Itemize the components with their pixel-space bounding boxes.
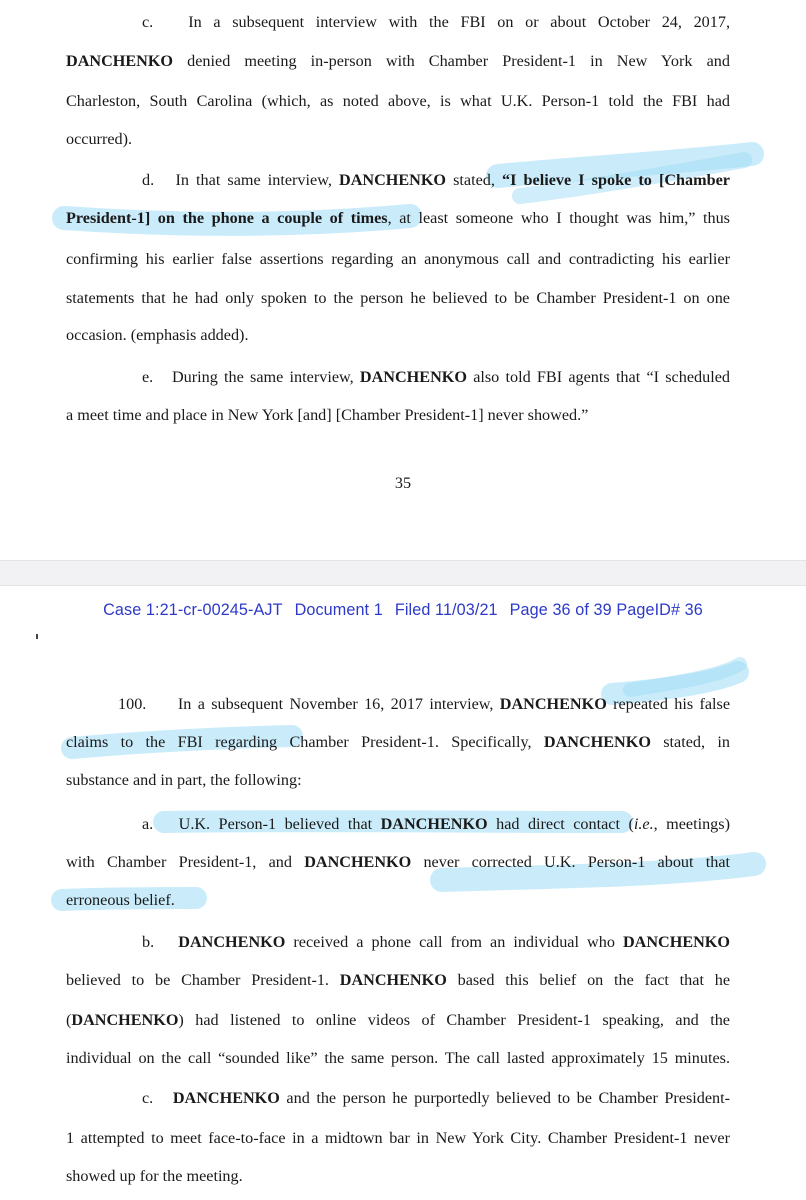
para-d-line-4: statements that he had only spoken to the person he believed to be Chamber President-1 on one: [66, 289, 730, 307]
filed-date: Filed 11/03/21: [394, 601, 498, 619]
page-separator: [0, 560, 806, 586]
para-c2-line-3: showed up for the meeting.: [66, 1167, 243, 1185]
para-c-line-1: c. In a subsequent interview with the FBI on or about October 24, 2017,: [142, 13, 731, 31]
para-c2-line-1: c. DANCHENKO and the person he purportedly believed to be Chamber President-: [142, 1089, 731, 1107]
para-a-line-2: with Chamber President-1, and DANCHENKO never corrected U.K. Person-1 about that: [66, 853, 731, 871]
highlight-stroke: [630, 664, 740, 690]
document-number: Document 1: [294, 601, 383, 619]
list-marker: c.: [142, 13, 154, 31]
para-d-line-1: d. In that same interview, DANCHENKO stated, “I believe I spoke to [Chamber: [142, 171, 730, 189]
para-a-line-3: erroneous belief.: [66, 891, 175, 909]
case-number: Case 1:21-cr-00245-AJT: [103, 601, 283, 619]
para-b-line-2: believed to be Chamber President-1. DANCHENKO based this belief on the fact that he: [66, 971, 731, 989]
para-100-line-2: claims to the FBI regarding Chamber President-1. Specifically, DANCHENKO stated, in: [66, 733, 730, 751]
para-b-line-3: (DANCHENKO) had listened to online videos of Chamber President-1 speaking, and the: [66, 1011, 730, 1029]
para-c2-line-2: 1 attempted to meet face-to-face in a midtown bar in New York City. Chamber President-1 never: [66, 1129, 730, 1147]
highlight-stroke: [612, 672, 738, 694]
para-c-line-2: DANCHENKO denied meeting in-person with Chamber President-1 in New York and: [66, 52, 730, 70]
para-100-line-1: 100. In a subsequent November 16, 2017 interview, DANCHENKO repeated his false: [118, 695, 730, 713]
para-d-line-5: occasion. (emphasis added).: [66, 326, 249, 344]
page-number: 35: [394, 474, 412, 492]
para-d-line-3: confirming his earlier false assertions regarding an anonymous call and contradicting his earlier: [66, 250, 730, 268]
para-a-line-1: a. U.K. Person-1 believed that DANCHENKO had direct contact (i.e., meetings): [142, 815, 730, 833]
scan-mark: [36, 634, 38, 639]
document-page-35: [0, 0, 806, 560]
para-d-line-2: President-1] on the phone a couple of times, at least someone who I thought was him,” thus: [66, 209, 730, 227]
list-marker: a.: [142, 815, 154, 833]
list-marker: e.: [142, 368, 154, 386]
list-marker: c.: [142, 1089, 154, 1107]
para-b-line-1: b. DANCHENKO received a phone call from an individual who DANCHENKO: [142, 933, 730, 951]
para-c-line-3: Charleston, South Carolina (which, as noted above, is what U.K. Person-1 told the FBI had: [66, 92, 730, 110]
para-100-line-3: substance and in part, the following:: [66, 771, 302, 789]
case-header: [0, 601, 806, 620]
paragraph-number: 100.: [118, 695, 147, 713]
para-e-line-2: a meet time and place in New York [and] [Chamber President-1] never showed.”: [66, 406, 589, 424]
document-page-36: [0, 586, 806, 1200]
para-e-line-1: e. During the same interview, DANCHENKO also told FBI agents that “I scheduled: [142, 368, 730, 386]
para-b-line-4: individual on the call “sounded like” the same person. The call lasted approximately 15 minutes.: [66, 1049, 730, 1067]
list-marker: d.: [142, 171, 155, 189]
list-marker: b.: [142, 933, 155, 951]
para-c-line-4: occurred).: [66, 130, 133, 148]
page-id: Page 36 of 39 PageID# 36: [509, 601, 703, 619]
